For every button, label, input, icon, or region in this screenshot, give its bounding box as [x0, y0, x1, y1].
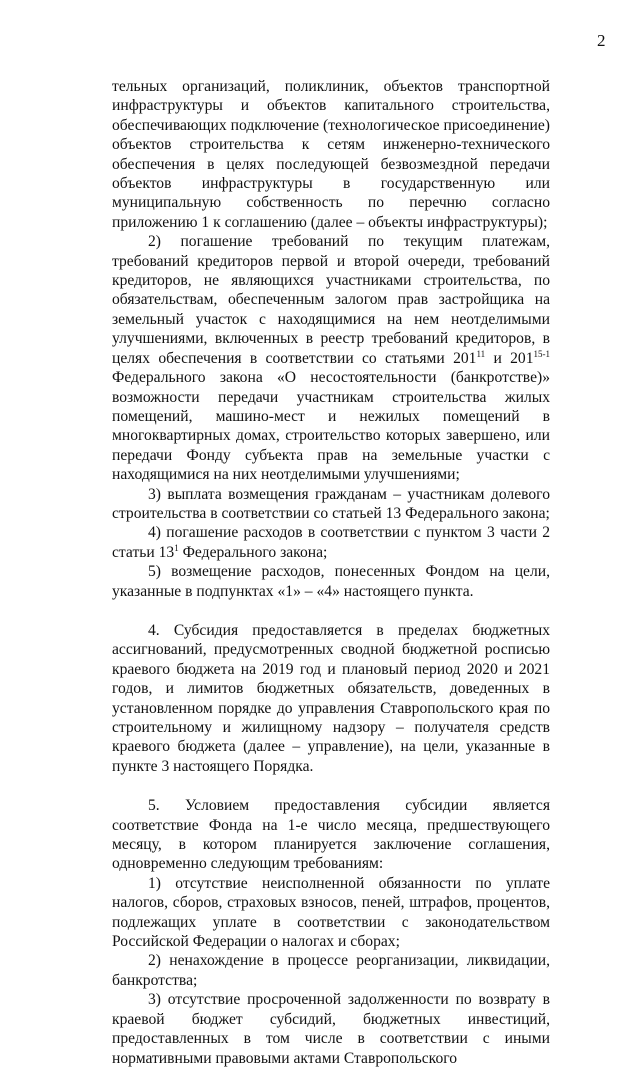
item-4-text-b: Федерального закона;: [178, 543, 328, 561]
paragraph-item-3: 3) выплата возмещения гражданам – участникам долевого строительства в соответствии со статьей 13 Федерального закона;: [112, 485, 550, 522]
paragraph-requirement-2: 2) ненахождение в процессе реорганизации, ликвидации, банкротства;: [112, 952, 550, 989]
paragraph-item-5: 5) возмещение расходов, понесенных Фондом на цели, указанные в подпунктах «1» – «4» настоящего пункта.: [112, 563, 550, 600]
page-number: 2: [597, 31, 606, 50]
paragraph-continuation: тельных организаций, поликлиник, объектов транспортной инфраструктуры и объектов капитального строительства, обеспечивающих подключение (технологическое присоединение) объектов строительства к сетям инженерно-технического обеспечения в целях последующей безвозмездной передачи объектов инфраструктуры в государственную или муниципальную собственность по перечню согласно приложению 1 к соглашению (далее – объекты инфраструктуры);: [112, 78, 550, 231]
document-body: [112, 77, 550, 1068]
paragraph-section-5: 5. Условием предоставления субсидии является соответствие Фонда на 1-е число месяца, предшествующего месяцу, в котором планируется заключение соглашения, одновременно следующим требованиям:: [112, 797, 550, 873]
item-4-text-a: 4) погашение расходов в соответствии с пунктом 3 части 2 статьи 13: [112, 524, 550, 561]
item-2-text-a: 2) погашение требований по текущим платежам, требований кредиторов первой и второй очереди, требований кредиторов, не являющихся участниками строительства, по обязательствам, обеспеченным залогом прав застройщика на земельный участок с находящимися на нем неотделимыми улучшениями, включенных в реестр требований кредиторов, в целях обеспечения в соответствии со статьями 201: [112, 233, 550, 367]
paragraph-section-4: 4. Субсидия предоставляется в пределах бюджетных ассигнований, предусмотренных сводной бюджетной росписью краевого бюджета на 2019 год и плановый период 2020 и 2021 годов, и лимитов бюджетных обязательств, доведенных в установленном порядке до управления Ставропольского края по строительному и жилищному надзору – получателя средств краевого бюджета (далее – управление), на цели, указанные в пункте 3 настоящего Порядка.: [112, 621, 550, 775]
paragraph-requirement-3: 3) отсутствие просроченной задолженности по возврату в краевой бюджет субсидий, бюджетных инвестиций, предоставленных в том числе в соответствии с иными нормативными правовыми актами Ставропольского: [112, 991, 550, 1067]
item-2-superscript-1: 11: [476, 348, 486, 359]
paragraph-item-4: [112, 523, 550, 562]
item-4-superscript: 1: [174, 542, 179, 553]
item-2-superscript-2: 15-1: [533, 348, 550, 359]
item-2-text-c: Федерального закона «О несостоятельности (банкротстве)» возможности передачи участникам строительства жилых помещений, машино-мест и нежилых помещений в многоквартирных домах, строительство которых завершено, или передачи Фонду субъекта прав на земельные участки с находящимися на них неотделимыми улучшениями;: [112, 369, 550, 484]
paragraph-item-2: [112, 232, 550, 484]
paragraph-requirement-1: 1) отсутствие неисполненной обязанности по уплате налогов, сборов, страховых взносов, пеней, штрафов, процентов, подлежащих уплате в соответствии с законодательством Российской Федерации о налогах и сборах;: [112, 874, 550, 951]
item-2-text-b: и 201: [485, 349, 534, 367]
